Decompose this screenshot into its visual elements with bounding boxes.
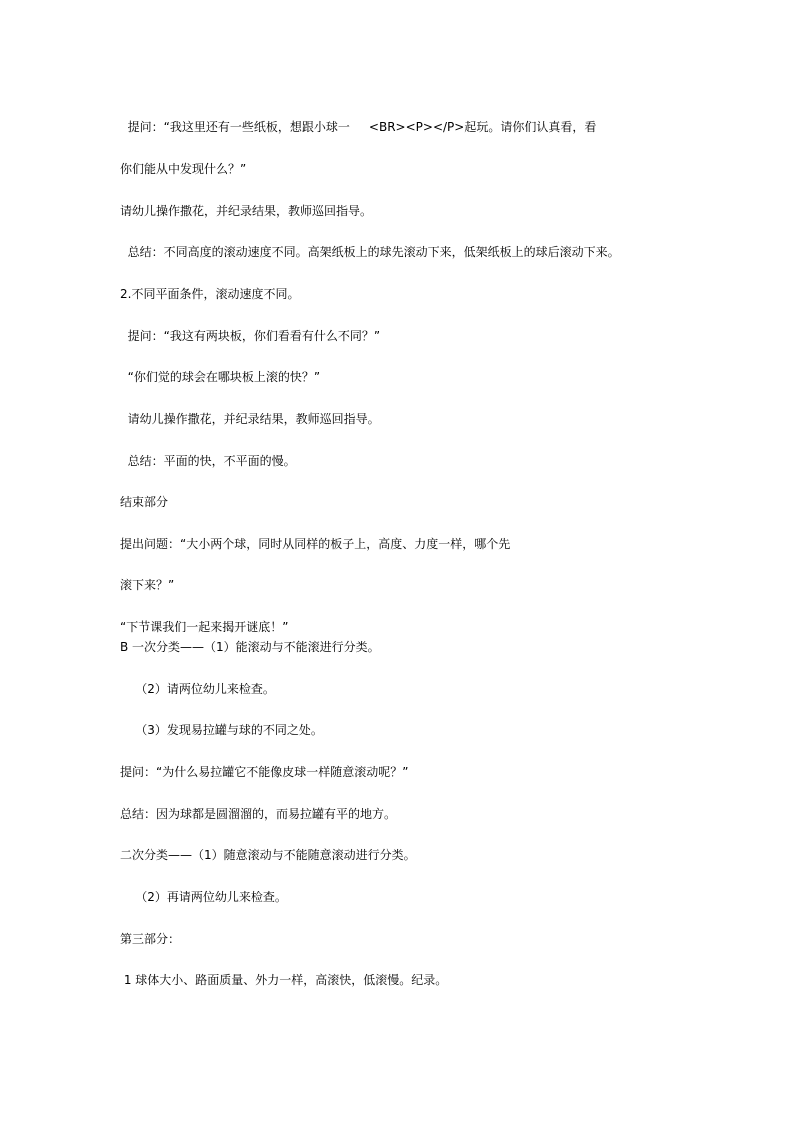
- heading-ending: 结束部分: [120, 495, 169, 509]
- paragraph-instruction-2: 请幼儿操作撒花，并纪录结果，教师巡回指导。: [120, 412, 380, 426]
- paragraph-second-classification: 二次分类——（1）随意滚动与不能随意滚动进行分类。: [120, 848, 416, 862]
- heading-part-3: 第三部分：: [120, 932, 181, 946]
- paragraph-next-lesson: “下节课我们一起来揭开谜底！”: [120, 620, 289, 634]
- paragraph-question-can: 提问：“为什么易拉罐它不能像皮球一样随意滚动呢？”: [120, 765, 409, 779]
- paragraph-check-1: （2）请两位幼儿来检查。: [120, 682, 275, 696]
- paragraph-summary-round: 总结：因为球都是圆溜溜的，而易拉罐有平的地方。: [120, 807, 397, 821]
- paragraph-summary-flat: 总结：平面的快，不平面的慢。: [120, 454, 296, 468]
- paragraph-part-3-item-1: 1 球体大小、路面质量、外力一样，高滚快，低滚慢。纪录。: [120, 973, 448, 987]
- paragraph-question-continued: 你们能从中发现什么？”: [120, 162, 247, 176]
- paragraph-first-classification: B 一次分类——（1）能滚动与不能滚进行分类。: [120, 640, 380, 654]
- paragraph-summary-height: 总结：不同高度的滚动速度不同。高架纸板上的球先滚动下来，低架纸板上的球后滚动下来。: [120, 245, 620, 259]
- heading-section-2: 2.不同平面条件，滚动速度不同。: [120, 287, 300, 301]
- paragraph-question-paperboard: 提问：“我这里还有一些纸板，想跟小球一 <BR><P></P>起玩。请你们认真看，看: [120, 120, 597, 134]
- paragraph-question-two-balls: 提出问题：“大小两个球，同时从同样的板子上，高度、力度一样，哪个先: [120, 537, 511, 551]
- paragraph-question-two-balls-continued: 滚下来？”: [120, 578, 175, 592]
- paragraph-difference: （3）发现易拉罐与球的不同之处。: [120, 723, 323, 737]
- paragraph-check-2: （2）再请两位幼儿来检查。: [120, 890, 287, 904]
- paragraph-question-boards: 提问：“我这有两块板，你们看看有什么不同？”: [120, 329, 381, 343]
- paragraph-question-faster: “你们觉的球会在哪块板上滚的快？”: [120, 370, 321, 384]
- paragraph-instruction-1: 请幼儿操作撒花，并纪录结果，教师巡回指导。: [120, 204, 373, 218]
